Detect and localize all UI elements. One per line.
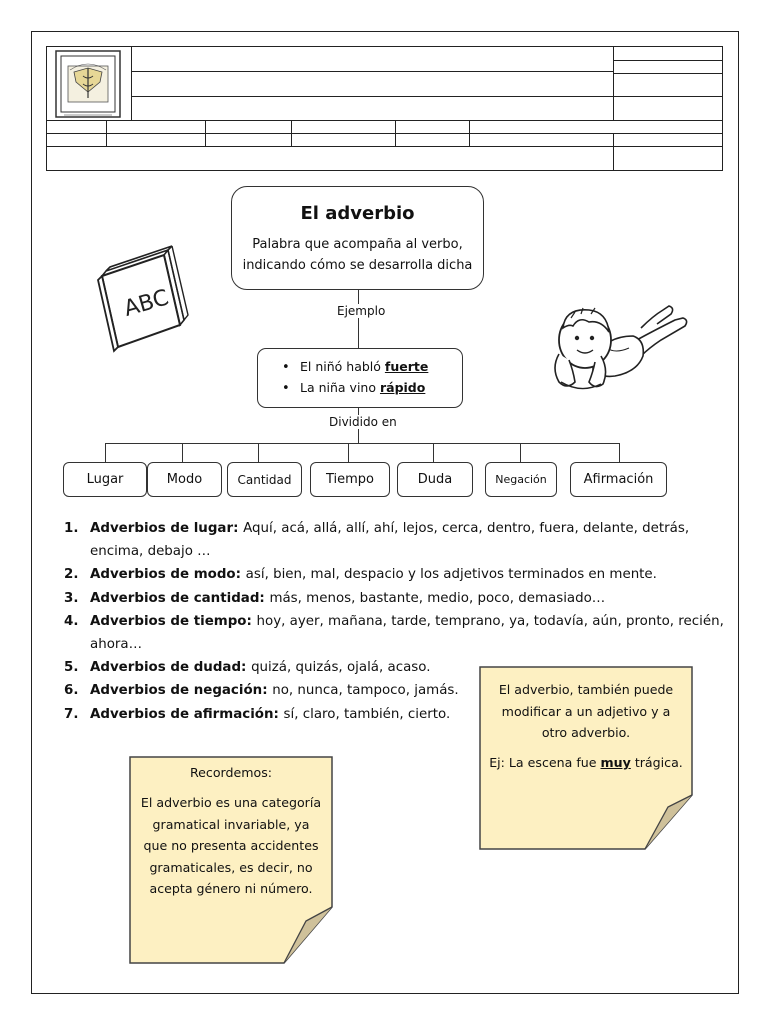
connector-label-divided: Dividido en: [329, 415, 397, 429]
school-logo: [50, 48, 126, 122]
note-body: El adverbio es una categoría gramatical invariable, ya que no presenta accidentes gramaticales, es decir, no acepta género ni número.: [140, 795, 322, 896]
category-cantidad: Cantidad: [227, 462, 302, 497]
list-item: 6. Adverbios de negación: no, nunca, tampoco, jamás.: [64, 683, 459, 699]
note-example: Ej: La escena fue muy trágica.: [489, 755, 683, 770]
list-item: 4. Adverbios de tiempo: hoy, ayer, mañana, tarde, temprano, ya, todavía, aún, pronto, recién, ahora…: [64, 613, 724, 653]
category-duda: Duda: [397, 462, 473, 497]
example-item: • El niñó habló fuerte: [282, 357, 462, 378]
note-title: Recordemos:: [189, 765, 273, 780]
definition-text: Palabra que acompaña al verbo, indicando cómo se desarrolla dicha: [242, 237, 473, 273]
definition-box: [231, 186, 484, 290]
book-label: ABC: [121, 285, 172, 322]
list-item: 1. Adverbios de lugar: Aquí, acá, allá, allí, ahí, lejos, cerca, dentro, fuera, delante, detrás, encima, debajo …: [64, 521, 690, 560]
list-item: 3. Adverbios de cantidad: más, menos, bastante, medio, poco, demasiado…: [64, 590, 606, 606]
category-negacion: Negación: [485, 462, 557, 497]
category-afirmacion: Afirmación: [570, 462, 667, 497]
connector-line: [358, 290, 359, 348]
sticky-note-right: [478, 665, 694, 851]
note-text: El adverbio, también puede modificar a un adjetivo y a otro adverbio.: [498, 682, 674, 740]
list-item: 7. Adverbios de afirmación: sí, claro, también, cierto.: [64, 706, 451, 722]
category-tiempo: Tiempo: [310, 462, 390, 497]
list-item: 2. Adverbios de modo: así, bien, mal, despacio y los adjetivos terminados en mente.: [64, 567, 657, 583]
list-item: 5. Adverbios de dudad: quizá, quizás, ojalá, acaso.: [64, 660, 431, 676]
page-title: El adverbio: [300, 203, 415, 224]
book-icon: [94, 243, 190, 355]
example-box: [257, 348, 463, 408]
connector-label-example: Ejemplo: [337, 304, 386, 318]
example-item: • La niña vino rápido: [282, 378, 462, 399]
category-modo: Modo: [147, 462, 222, 497]
child-lying-icon: [545, 290, 695, 400]
category-lugar: Lugar: [63, 462, 147, 497]
sticky-note-left: [128, 755, 334, 965]
